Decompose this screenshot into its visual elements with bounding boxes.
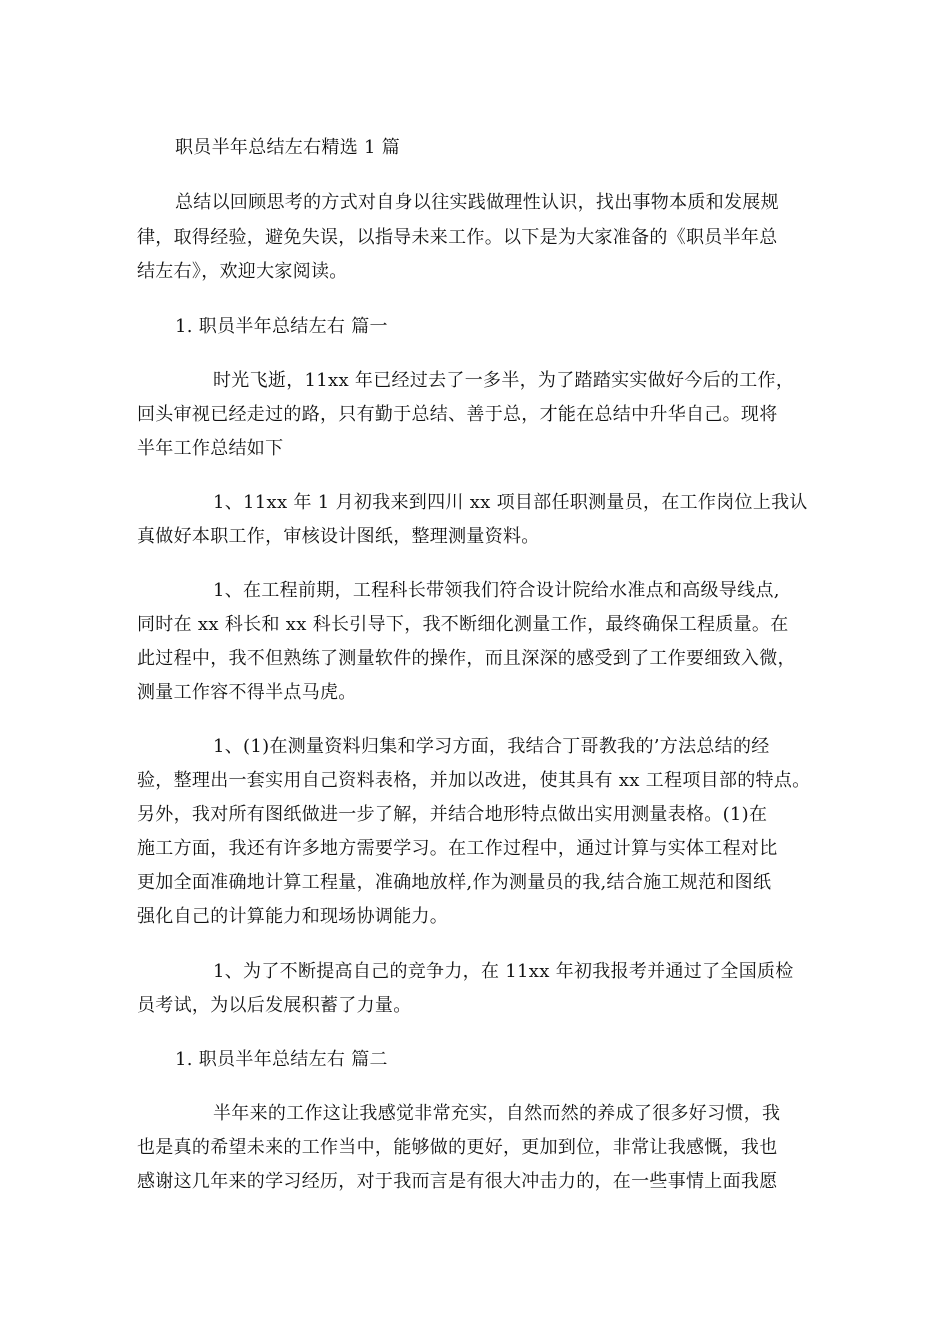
- paragraph-line: 同时在 xx 科长和 xx 科长引导下，我不断细化测量工作，最终确保工程质量。在: [137, 614, 789, 635]
- paragraph-line: 施工方面，我还有许多地方需要学习。在工作过程中，通过计算与实体工程对比: [137, 838, 778, 859]
- document-title: 职员半年总结左右精选 1 篇: [175, 137, 401, 158]
- paragraph-line: 员考试，为以后发展积蓄了力量。: [137, 995, 412, 1016]
- paragraph-line: 1、11xx 年 1 月初我来到四川 xx 项目部任职测量员，在工作岗位上我认: [213, 492, 808, 513]
- paragraph-line: 强化自己的计算能力和现场协调能力。: [137, 906, 449, 927]
- paragraph-line: 更加全面准确地计算工程量，准确地放样,作为测量员的我,结合施工规范和图纸: [137, 872, 772, 893]
- section-heading: 1. 职员半年总结左右 篇一: [175, 316, 388, 337]
- paragraph-line: 感谢这几年来的学习经历，对于我而言是有很大冲击力的，在一些事情上面我愿: [137, 1171, 778, 1192]
- paragraph-line: 回头审视已经走过的路，只有勤于总结、善于总，才能在总结中升华自己。现将: [137, 404, 778, 425]
- paragraph-line: 另外，我对所有图纸做进一步了解，并结合地形特点做出实用测量表格。(1)在: [137, 804, 768, 825]
- paragraph-line: 验，整理出一套实用自己资料表格，并加以改进，使其具有 xx 工程项目部的特点。: [137, 770, 811, 791]
- paragraph-line: 测量工作容不得半点马虎。: [137, 682, 357, 703]
- paragraph-line: 此过程中，我不但熟练了测量软件的操作，而且深深的感受到了工作要细致入微，: [137, 648, 796, 669]
- paragraph-line: 1、(1)在测量资料归集和学习方面，我结合丁哥教我的’方法总结的经: [213, 736, 770, 757]
- paragraph-line: 半年来的工作这让我感觉非常充实，自然而然的养成了很多好习惯，我: [213, 1103, 781, 1124]
- paragraph-line: 也是真的希望未来的工作当中，能够做的更好，更加到位，非常让我感慨，我也: [137, 1137, 778, 1158]
- intro-line: 律，取得经验，避免失误，以指导未来工作。以下是为大家准备的《职员半年总: [137, 227, 778, 248]
- paragraph-line: 1、在工程前期，工程科长带领我们符合设计院给水准点和高级导线点,: [213, 580, 780, 601]
- paragraph-line: 时光飞逝，11xx 年已经过去了一多半，为了踏踏实实做好今后的工作，: [213, 370, 795, 391]
- paragraph-line: 半年工作总结如下: [137, 438, 284, 459]
- paragraph-line: 1、为了不断提高自己的竞争力，在 11xx 年初我报考并通过了全国质检: [213, 961, 794, 982]
- intro-line: 总结以回顾思考的方式对自身以往实践做理性认识，找出事物本质和发展规: [175, 192, 779, 213]
- section-heading: 1. 职员半年总结左右 篇二: [175, 1049, 388, 1070]
- paragraph-line: 真做好本职工作，审核设计图纸，整理测量资料。: [137, 526, 540, 547]
- intro-line: 结左右》，欢迎大家阅读。: [137, 261, 348, 282]
